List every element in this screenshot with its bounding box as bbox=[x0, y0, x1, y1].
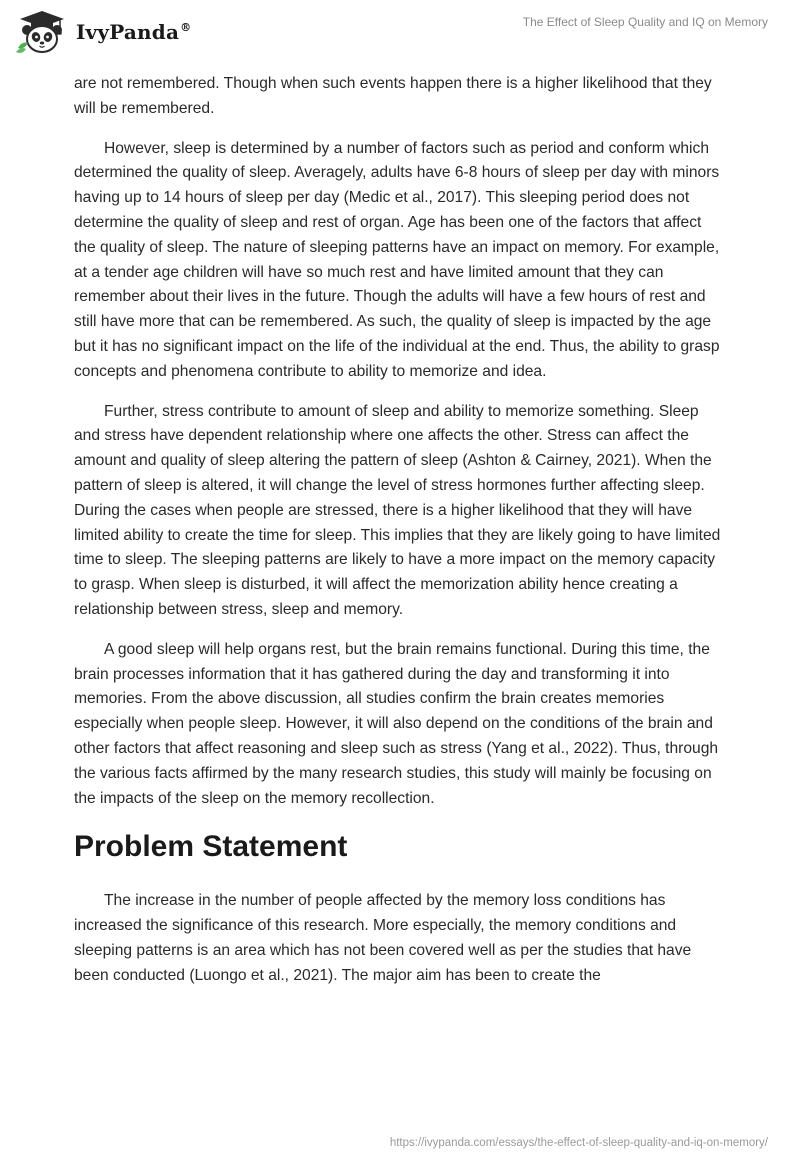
paragraph: However, sleep is determined by a number of factors such as period and conform which determined the quality of sleep. Averagely, adults have 6-8 hours of sleep per day with minors having up to 14 hours of sleep per day (Medic et al., 2017). This sleeping period does not determine the quality of sleep and rest of organ. Age has been one of the factors that affect the quality of sleep. The nature of sleeping patterns have an impact on memory. For example, at a tender age children will have so much rest and have limited amount that they can remember about their lives in the future. Though the adults will have a few hours of rest and still have more that can be remembered. As such, the quality of sleep is impacted by the age but it has no significant impact on the life of the individual at the end. Thus, the ability to grasp concepts and phenomena contribute to ability to memorize and idea. bbox=[74, 139, 720, 380]
document-title: The Effect of Sleep Quality and IQ on Memory bbox=[522, 15, 768, 29]
paragraph: Further, stress contribute to amount of sleep and ability to memorize something. Sleep and stress have dependent relationship where one affects the other. Stress can affect the amount and quality of sleep altering the pattern of sleep (Ashton & Cairney, 2021). When the pattern of sleep is altered, it will change the level of stress hormones further affecting sleep. During the cases when people are stressed, there is a higher likelihood that they will have limited ability to create the time for sleep. This implies that they are likely going to have limited time to sleep. The sleeping patterns are likely to have a more impact on the memory capacity to grasp. When sleep is disturbed, it will affect the memorization ability hence creating a relationship between stress, sleep and memory. bbox=[74, 402, 721, 618]
source-url[interactable]: https://ivypanda.com/essays/the-effect-of-sleep-quality-and-iq-on-memory/ bbox=[389, 1137, 768, 1149]
paragraph: A good sleep will help organs rest, but the brain remains functional. During this time, the brain processes information that it has gathered during the day and transforming it into memories. From the above discussion, all studies confirm the brain creates memories especially when people sleep. However, it will also depend on the conditions of the brain and other factors that affect reasoning and sleep such as stress (Yang et al., 2022). Thus, through the various facts affirmed by the many research studies, this study will mainly be focusing on the impacts of the sleep on the memory recollection. bbox=[74, 640, 719, 807]
paragraph: The increase in the number of people affected by the memory loss conditions has increased the significance of this research. More especially, the memory conditions and sleeping patterns is an area which has not been covered well as per the studies that have been conducted (Luongo et al., 2021). The major aim has been to create the bbox=[74, 892, 692, 984]
brand-name: IvyPanda® bbox=[76, 20, 192, 44]
paragraph: are not remembered. Though when such events happen there is a higher likelihood that they will be remembered. bbox=[74, 75, 712, 117]
panda-logo-icon bbox=[14, 8, 70, 56]
section-heading: Problem Statement bbox=[74, 830, 348, 864]
essay-content bbox=[74, 72, 724, 1004]
page-header bbox=[0, 0, 800, 62]
brand-logo[interactable] bbox=[14, 8, 191, 56]
